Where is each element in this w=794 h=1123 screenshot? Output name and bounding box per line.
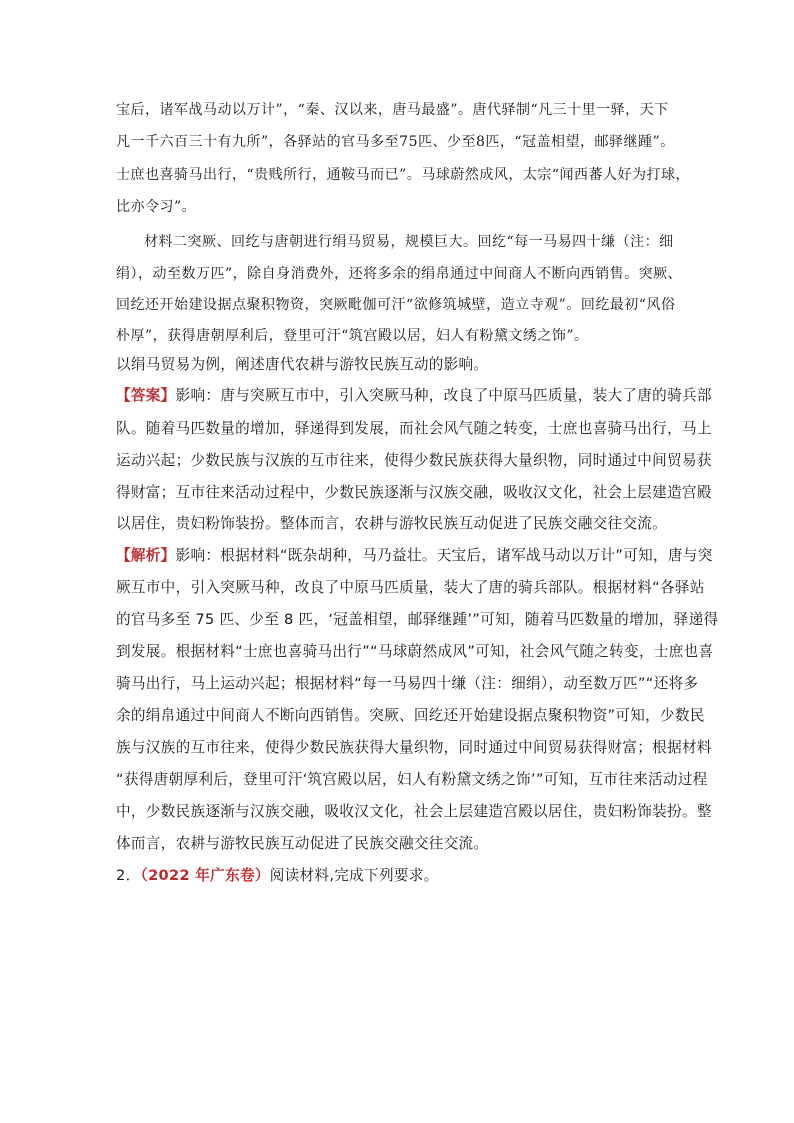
material-line: 朴厚”，获得唐朝厚利后，登里可汗“筑宫殿以居，妇人有粉黛文绣之饰”。 [116,328,589,344]
analysis-line: 厥互市中，引入突厥马种，改良了中原马匹质量，装大了唐的骑兵部队。根据材料“各驿站 [116,579,705,596]
question-number: 2． [116,867,141,884]
answer-first-line [116,384,712,405]
material-line: 士庶也喜骑马出行，“贵贱所行，通鞍马而已”。马球蔚然成风，太宗“闻西蕃人好为打球， [116,167,690,183]
answer-line: 得财富；互市往来活动过程中，少数民族逐渐与汉族交融，吸收汉文化，社会上层建造宫殿 [116,484,712,501]
answer-line: 以居住，贵妇粉饰装扮。整体而言，农耕与游牧民族互动促进了民族交融交往交流。 [116,515,668,532]
analysis-line: 到发展。根据材料“士庶也喜骑马出行”“马球蔚然成风”可知，社会风气随之转变，士庶也喜 [116,643,714,660]
answer-line: 运动兴起；少数民族与汉族的互市往来，使得少数民族获得大量织物，同时通过中间贸易获 [116,452,712,469]
analysis-line: 族与汉族的互市往来，使得少数民族获得大量织物，同时通过中间贸易获得财富；根据材料 [116,739,712,756]
analysis-line: 骑马出行，马上运动兴起；根据材料“每一马易四十缣（注：细绢），动至数万匹”“还将多 [116,675,699,692]
question-2-heading [116,864,439,885]
analysis-line: 的官马多至 75 匹、少至 8 匹，‘冠盖相望，邮驿继踵’”可知，随着马匹数量的增加，驿递得 [116,611,719,628]
material-line: 凡一千六百三十有九所”，各驿站的官马多至75匹、少至8匹，“冠盖相望，邮驿继踵”。 [116,134,675,150]
analysis-tag: 【解析】 [116,547,176,564]
analysis-line: 中，少数民族逐渐与汉族交融，吸收汉文化，社会上层建造宫殿以居住，贵妇粉饰装扮。整 [116,803,712,820]
material-line: 宝后，诸军战马动以万计”，“秦、汉以来，唐马最盛”。唐代驿制“凡三十里一驿，天下 [116,102,669,118]
question-source: （2022 年广东卷） [140,867,270,884]
analysis-first-line [116,544,713,565]
analysis-line: 余的绢帛通过中间商人不断向西销售。突厥、回纥还开始建设据点聚积物资”可知，少数民 [116,707,705,724]
answer-line: 队。随着马匹数量的增加，驿递得到发展，而社会风气随之转变，士庶也喜骑马出行，马上 [116,420,712,437]
analysis-line: 影响：根据材料“既杂胡种，马乃益壮。天宝后，诸军战马动以万计”可知，唐与突 [175,547,713,564]
material-line: 绢），动至数万匹”，除自身消费外，还将多余的绢帛通过中间商人不断向西销售。突厥、 [116,266,683,282]
material-line: 回纥还开始建设据点聚积物资，突厥毗伽可汗“欲修筑城壁，造立寺观”。回纥最初“风俗 [116,297,676,313]
question-instruction: 阅读材料,完成下列要求。 [269,867,439,884]
answer-line: 影响：唐与突厥互市中，引入突厥马种，改良了中原马匹质量，装大了唐的骑兵部 [175,387,712,404]
analysis-line: “获得唐朝厚利后，登里可汗‘筑宫殿以居，妇人有粉黛文绣之饰’”可知，互市往来活动过程 [116,771,708,788]
answer-tag: 【答案】 [116,387,176,404]
analysis-line: 体而言，农耕与游牧民族互动促进了民族交融交往交流。 [116,835,489,852]
material-line: 比亦令习”。 [116,199,197,215]
material-two-line: 材料二突厥、回纥与唐朝进行绢马贸易，规模巨大。回纥“每一马易四十缣（注：细 [144,234,674,250]
question-text: 以绢马贸易为例，阐述唐代农耕与游牧民族互动的影响。 [116,356,489,373]
